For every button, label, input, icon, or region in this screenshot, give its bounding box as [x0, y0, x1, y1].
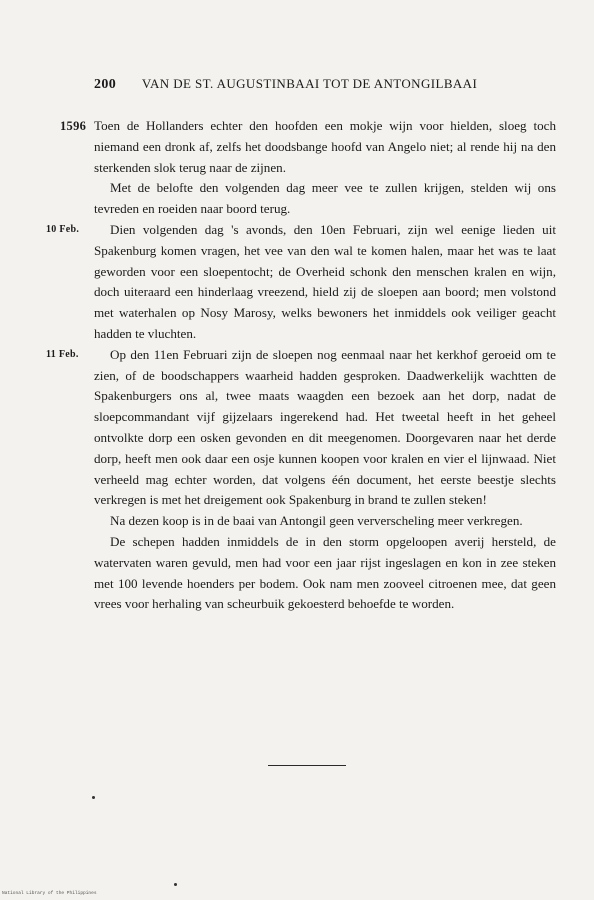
paragraph-6: [94, 532, 556, 615]
scan-speck: [92, 796, 95, 799]
margin-note-date: 10 Feb.: [46, 223, 80, 235]
paragraph-text: Op den 11en Februari zijn de sloepen nog eenmaal naar het kerkhof geroeid om te zien, of de boodschappers waarheid hadden gesproken. Daadwerkelijk wachtten de Spakenburgers ons al, twee maats waagden een bezoek aan het dorp, nadat de sloepcommandant vijf gijzelaars ingerekend had. Het tweetal heeft in het geheel ontvolkte dorp een osken gevonden en dit meegenomen. Doorgevaren naar het derde dorp, heeft men ook daar een osje kunnen koopen voor kralen en vier el lijnwaad. Niet verheeld mag echter worden, dat volgens één document, het eerste beestje slechts verkregen is met het dreigement ook Spakenburg in brand te zullen steken!: [94, 346, 556, 508]
paragraph-5: [94, 511, 556, 532]
margin-note-year: 1596: [60, 119, 87, 133]
scan-speck: [174, 883, 177, 886]
page-number: 200: [94, 77, 117, 92]
paragraph-text: Toen de Hollanders echter den hoofden een mokje wijn voor hielden, sloeg toch niemand een dronk af, zelfs het doodsbange hoofd van Angelo niet; al rende hij na den sterkenden slok terug naar de zijnen.: [94, 118, 556, 175]
paragraph-2: [94, 178, 556, 220]
paragraph-4: [46, 345, 556, 511]
page-header: [94, 76, 554, 93]
paragraph-text: Na dezen koop is in de baai van Antongil geen ververscheling meer verkregen.: [110, 513, 523, 529]
margin-note-date: 11 Feb.: [46, 348, 79, 360]
section-end-rule: [268, 765, 346, 766]
paragraph-text: Met de belofte den volgenden dag meer vee te zullen krijgen, stelden wij ons tevreden en roeiden naar boord terug.: [94, 180, 556, 217]
paragraph-3: [46, 220, 556, 345]
paragraph-1: [60, 116, 556, 178]
body-text: [46, 116, 556, 615]
paragraph-text: De schepen hadden inmiddels de in den storm opgeloopen averij hersteld, de watervaten waren gevuld, men had voor een jaar rijst ingeslagen en kon in zee steken met 100 levende hoenders per bodem. Ook nam men zooveel citroenen mee, dat geen vrees voor herhaling van scheurbuik gekoesterd behoefde te worden.: [94, 533, 556, 612]
scan-credit: National Library of the Philippines: [2, 891, 97, 896]
running-title: VAN DE ST. AUGUSTINBAAI TOT DE ANTONGILBAAI: [141, 76, 478, 91]
paragraph-text: Dien volgenden dag 's avonds, den 10en Februari, zijn wel eenige lieden uit Spakenburg komen vragen, het vee van den wal te komen halen, maar het was te laat geworden voor een sloepentocht; de Overheid schonk den menschen kralen en wijn, doch uiteraard een hinderlaag vreezend, hield zij de sloepen aan boord; men volstond met waterhalen op Nosy Marosy, welks bewoners het inmiddels ook veiliger geacht hadden te vluchten.: [94, 221, 556, 341]
